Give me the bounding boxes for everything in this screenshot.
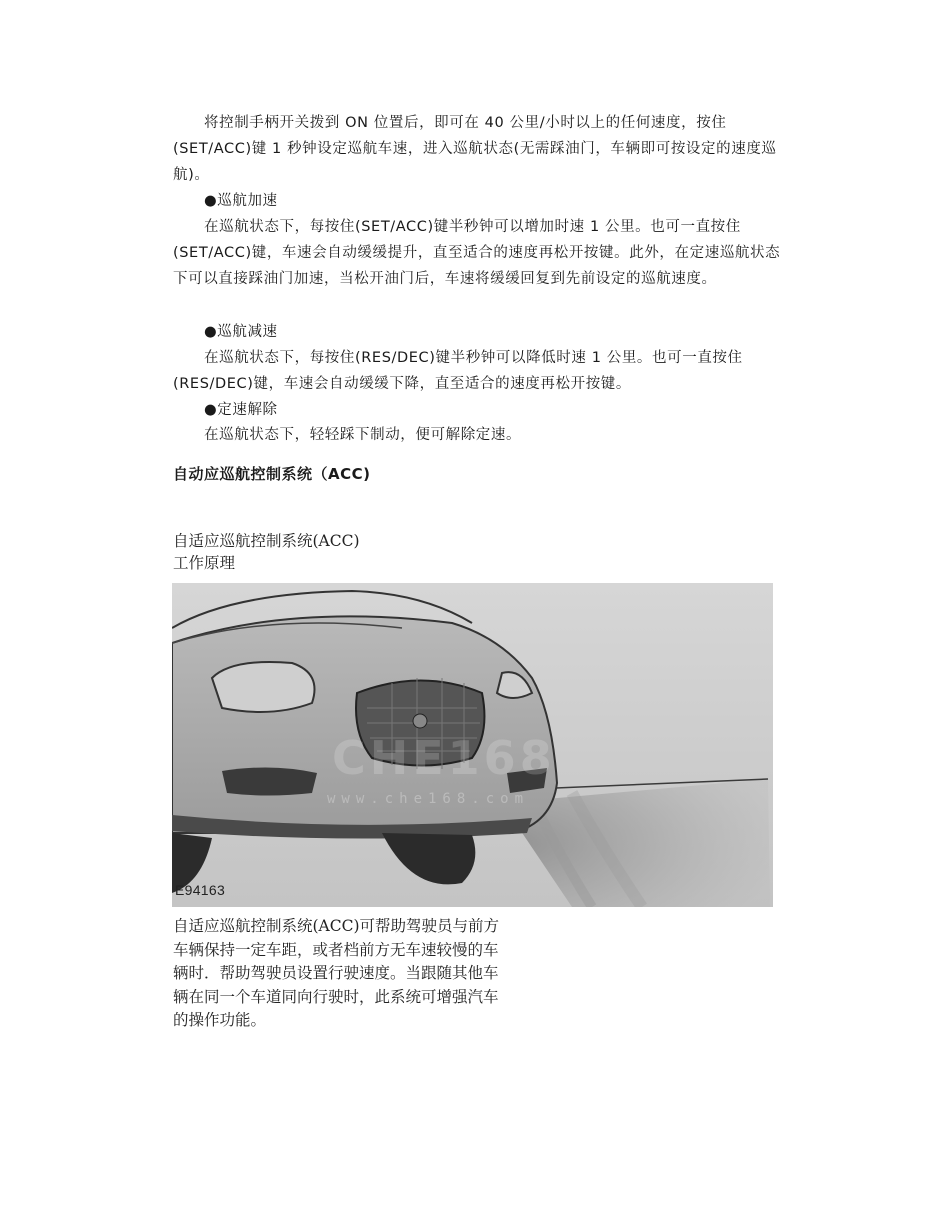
accel-paragraph: 在巡航状态下，每按住(SET/ACC)键半秒钟可以增加时速 1 公里。也可一直按住(SET/ACC)键，车速会自动缓缓提升，直至适合的速度再松开按键。此外，在定速巡航状态下可以直接踩油门加速，当松开油门后，车速将缓缓回复到先前设定的巡航速度。 <box>173 219 781 287</box>
cancel-paragraph: 在巡航状态下，轻轻踩下制动，便可解除定速。 <box>204 427 522 443</box>
decel-title: ●巡航减速 <box>204 324 278 340</box>
intro-paragraph: 将控制手柄开关拨到 ON 位置后，即可在 40 公里/小时以上的任何速度，按住(SET/ACC)键 1 秒钟设定巡航车速，进入巡航状态(无需踩油门，车辆即可按设定的速度巡航)。 <box>173 115 777 183</box>
subtitle-principle: 工作原理 <box>173 554 236 572</box>
cancel-title: ●定速解除 <box>204 402 278 418</box>
watermark-logo: CHE168 <box>332 731 556 785</box>
watermark-url: www.che168.com <box>327 791 530 807</box>
decel-paragraph: 在巡航状态下，每按住(RES/DEC)键半秒钟可以降低时速 1 公里。也可一直按住(RES/DEC)键，车速会自动缓缓下降，直至适合的速度再松开按键。 <box>173 350 743 392</box>
accel-title: ●巡航加速 <box>204 193 278 209</box>
section-heading: 自动应巡航控制系统（ACC) <box>173 465 371 483</box>
acc-figure <box>172 583 773 907</box>
subtitle-acc: 自适应巡航控制系统(ACC) <box>173 532 360 550</box>
bumper-vent-left <box>222 767 317 795</box>
figure-label: E94163 <box>175 882 226 898</box>
figure-caption: 自适应巡航控制系统(ACC)可帮助驾驶员与前方车辆保持一定车距，或者档前方无车速较慢的车辆时．帮助驾驶员设置行驶速度。当跟随其他车辆在同一个车道同向行驶时，此系统可增强汽车的操作功能。 <box>173 917 500 1029</box>
headlight-left <box>212 662 315 712</box>
